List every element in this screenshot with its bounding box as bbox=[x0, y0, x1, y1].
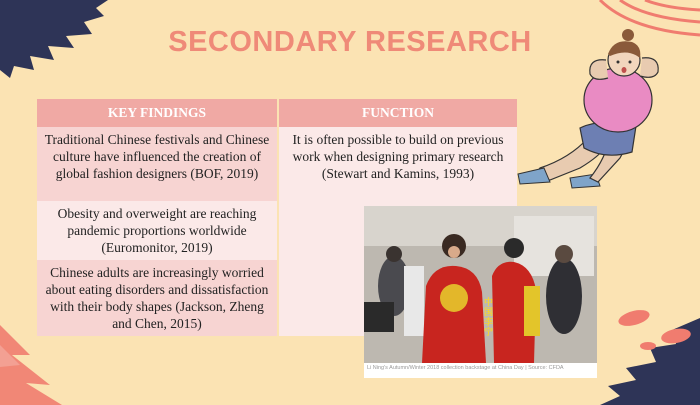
slide-title: SECONDARY RESEARCH bbox=[168, 26, 532, 58]
photo-image bbox=[364, 206, 597, 363]
table-header-row bbox=[37, 99, 517, 127]
function-header: FUNCTION bbox=[278, 99, 517, 127]
finding-cell: Traditional Chinese festivals and Chinese culture have influenced the creation of global fashion designers (BOF, 2019) bbox=[37, 127, 278, 201]
finding-cell: Obesity and overweight are reaching pandemic proportions worldwide (Euromonitor, 2019) bbox=[37, 201, 278, 260]
photo-caption: Li Ning's Autumn/Winter 2018 collection backstage at China Day | Source: CFDA bbox=[367, 365, 564, 371]
jacket-text: 中国李宁 bbox=[484, 298, 494, 338]
function-cell: It is often possible to build on previous work when designing primary research (Stewart and Kamins, 1993) bbox=[278, 127, 517, 336]
finding-cell: Chinese adults are increasingly worried about eating disorders and dissatisfaction with their body shapes (Jackson, Zheng and Chen, 2015) bbox=[37, 260, 278, 336]
key-findings-header: KEY FINDINGS bbox=[37, 99, 278, 127]
backstage-photo bbox=[364, 206, 597, 378]
table-row bbox=[37, 127, 517, 201]
coral-blobs bbox=[612, 300, 700, 360]
